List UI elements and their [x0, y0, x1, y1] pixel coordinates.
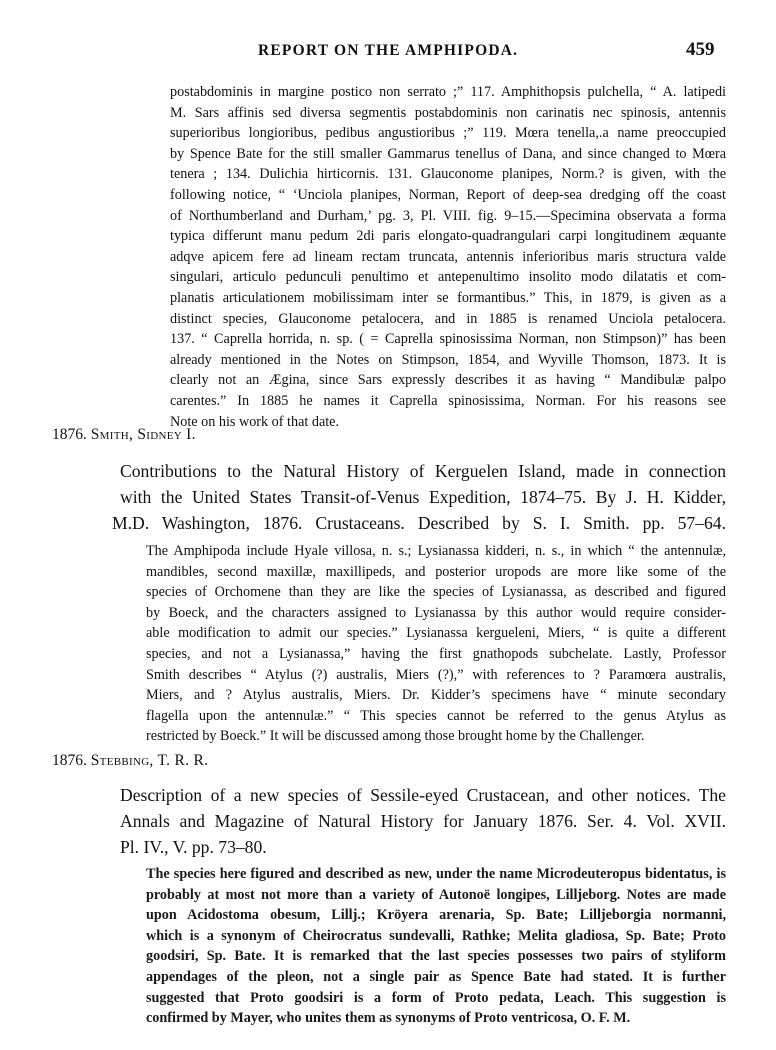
- entry-note: [146, 541, 726, 747]
- entry-heading: [52, 426, 196, 444]
- text-line: Miers, and ? Atylus australis, Miers. Dr. Kidder’s specimens have “ minute secondary: [146, 687, 726, 704]
- running-title: REPORT ON THE AMPHIPODA.: [258, 42, 519, 59]
- text-line: able modification to admit our species.” Lysianassa kergueleni, Miers, “ is quite a different: [146, 625, 726, 642]
- text-line: restricted by Boeck.” It will be discussed among those brought home by the Challenger.: [146, 728, 645, 745]
- entry-title: [112, 458, 726, 537]
- text-line: confirmed by Mayer, who unites them as synonyms of Proto ventricosa, O. F. M.: [146, 1010, 631, 1027]
- entry-author: Smith, Sidney I.: [90, 426, 196, 443]
- text-line: mandibles, second maxillæ, maxillipeds, and posterior uropods are more like some of the: [146, 563, 726, 580]
- title-line: with the United States Transit-of-Venus Expedition, 1874–75. By J. H. Kidder,: [120, 487, 726, 508]
- entry-year: 1876.: [52, 752, 87, 769]
- text-line: by Spence Bate for the still smaller Gammarus tenellus of Dana, and since changed to Mœra: [170, 145, 726, 162]
- text-line: following notice, “ ‘Unciola planipes, Norman, Report of deep-sea dredging off the coast: [170, 186, 726, 203]
- entry-heading: [52, 752, 208, 770]
- text-line: planatis articulationem mobilissimam inter se formantibus.” This, in 1879, is given as a: [170, 289, 726, 306]
- entry-note: [146, 864, 726, 1029]
- text-line: distinct species, Glauconome petalocera, and in 1885 is renamed Unciola petalocera.: [170, 310, 726, 327]
- text-line: superioribus longioribus, pedibus angustioribus ;” 119. Mœra tenella,.a name preoccupied: [170, 125, 726, 142]
- text-line: tenera ; 134. Dulichia hirticornis. 131. Glauconome planipes, Norm.? is given, with the: [170, 166, 726, 183]
- text-line: which is a synonym of Cheirocratus sundevalli, Rathke; Melita gladiosa, Sp. Bate; Proto: [146, 927, 726, 944]
- text-line: The Amphipoda include Hyale villosa, n. s.; Lysianassa kidderi, n. s., in which “ the antennulæ,: [146, 543, 726, 559]
- title-line: Description of a new species of Sessile-eyed Crustacean, and other notices. The: [120, 785, 726, 805]
- text-line: appendages of the pleon, not a single pair as Spence Bate had stated. It is further: [146, 968, 726, 985]
- text-line: Note on his work of that date.: [170, 413, 340, 430]
- text-line: 137. “ Caprella horrida, n. sp. ( = Caprella spinosissima Norman, non Stimpson)” has been: [170, 331, 726, 348]
- text-line: clearly not an Ægina, since Sars expressly describes it as having “ Mandibulæ palpo: [170, 372, 726, 389]
- entry-title: [120, 782, 726, 861]
- text-line: goodsiri, Sp. Bate. It is remarked that the last species possesses two pairs of styliform: [146, 948, 726, 965]
- text-line: M. Sars affinis sed diversa segmentis postabdominis non carinatis nec spinosis, antennis: [170, 104, 726, 121]
- title-line: Annals and Magazine of Natural History for January 1876. Ser. 4. Vol. XVII.: [120, 811, 726, 832]
- text-line: species, and not a Lysianassa,” having the first gnathopods subchelate. Lastly, Professor: [146, 645, 726, 662]
- text-line: species of Orchomene than they are like the species of Lysianassa, as described and figured: [146, 584, 726, 601]
- text-line: postabdominis in margine postico non serrato ;” 117. Amphithopsis pulchella, “ A. latipedi: [170, 84, 726, 100]
- text-line: adqve apicem fere ad lineam rectam truncata, antennis inferioribus maris structura valde: [170, 248, 726, 265]
- page-number: 459: [686, 39, 715, 60]
- title-line: Contributions to the Natural History of Kerguelen Island, made in connection: [120, 461, 726, 481]
- text-line: already mentioned in the Notes on Stimpson, 1854, and Wyville Thomson, 1873. It is: [170, 351, 726, 368]
- continuation-paragraph: [170, 82, 726, 432]
- title-line: Pl. IV., V. pp. 73–80.: [120, 837, 267, 858]
- text-line: flagella upon the antennulæ.” “ This species cannot be referred to the genus Atylus as: [146, 707, 726, 724]
- text-line: by Boeck, and the characters assigned to Lysianassa by this author would require consider-: [146, 604, 726, 621]
- text-line: probably at most not more than a variety of Autonoë longipes, Lilljeborg. Notes are made: [146, 886, 726, 903]
- text-line: carentes.” In 1885 he names it Caprella spinosissima, Norman. For his reasons see: [170, 392, 726, 409]
- title-line: M.D. Washington, 1876. Crustaceans. Described by S. I. Smith. pp. 57–64.: [112, 513, 726, 534]
- text-line: The species here figured and described as new, under the name Microdeuteropus bidentatus, is: [146, 866, 726, 882]
- page-header: [0, 39, 776, 66]
- entry-author: Stebbing, T. R. R.: [90, 752, 209, 769]
- text-line: Smith describes “ Atylus (?) australis, Miers (?),” with references to ? Paramœra australis,: [146, 666, 726, 683]
- text-line: of Northumberland and Durham,’ pg. 3, Pl. VIII. fig. 9–15.—Specimina observata a forma: [170, 207, 726, 224]
- text-line: typica differunt manu pedum 2di paris elongato-quadrangulari carpi longitudinem æquante: [170, 228, 726, 245]
- text-line: suggested that Proto goodsiri is a form of Proto pedata, Leach. This suggestion is: [146, 989, 726, 1006]
- text-line: singulari, articulo pedunculi penultimo et antepenultimo insolito modo dilatatis et com-: [170, 269, 726, 286]
- text-line: upon Acidostoma obesum, Lillj.; Kröyera arenaria, Sp. Bate; Lilljeborgia normanni,: [146, 907, 726, 924]
- entry-year: 1876.: [52, 426, 87, 443]
